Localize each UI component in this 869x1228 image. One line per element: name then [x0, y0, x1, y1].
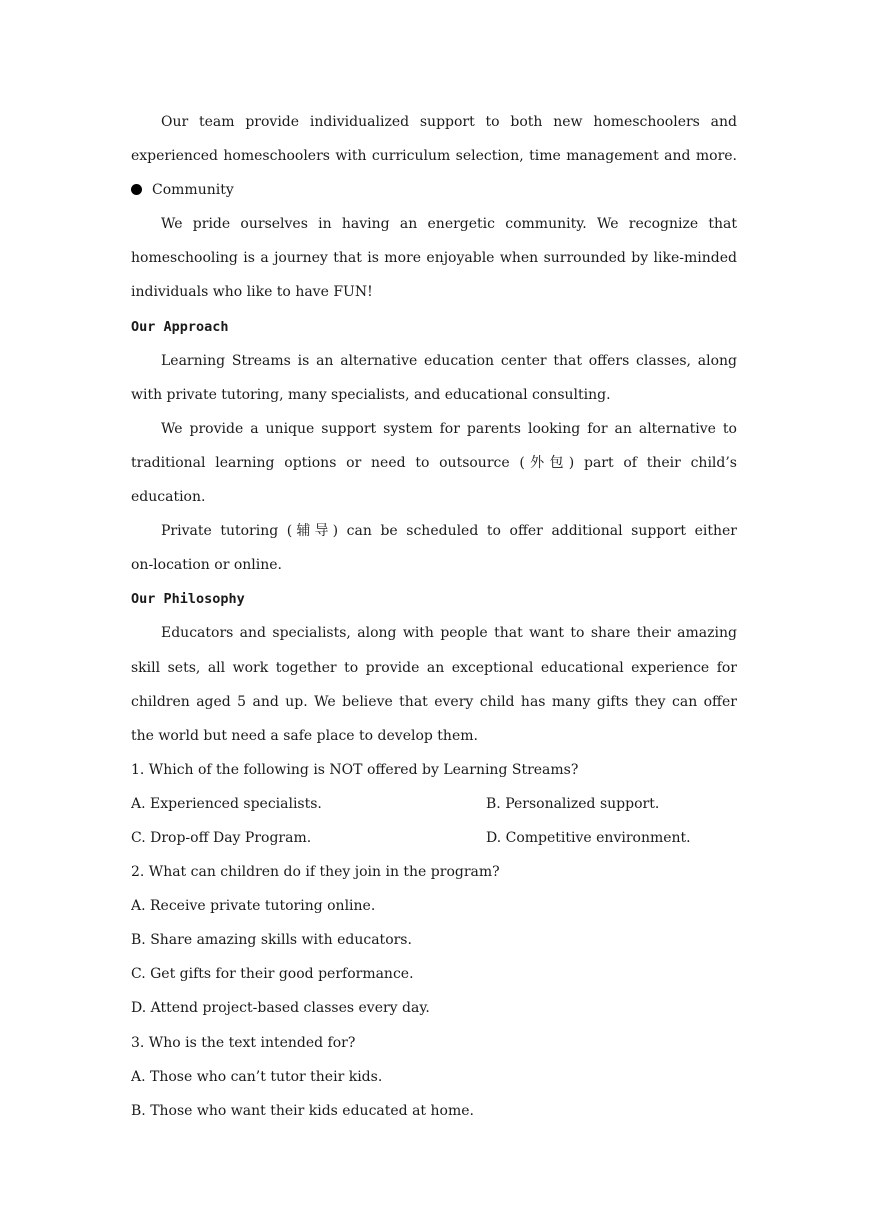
question-2-stem: 2. What can children do if they join in the program? [131, 864, 500, 881]
question-2-option-b: B. Share amazing skills with educators. [131, 932, 412, 949]
approach-p3-line-1: Private tutoring (辅导) can be scheduled to offer additional support either [161, 523, 737, 540]
question-1-options-row-1 [131, 787, 737, 821]
philosophy-line-2: skill sets, all work together to provide an exceptional educational experience for [131, 659, 737, 676]
question-1-stem: 1. Which of the following is NOT offered by Learning Streams? [131, 761, 579, 778]
approach-p2-line-3: education. [131, 489, 206, 506]
question-1-option-a: A. Experienced specialists. [131, 795, 322, 812]
philosophy-line-1: Educators and specialists, along with people that want to share their amazing [161, 625, 737, 642]
approach-p1-line-1: Learning Streams is an alternative education center that offers classes, along [161, 352, 737, 369]
intro-line-1: Our team provide individualized support to both new homeschoolers and [161, 114, 737, 130]
philosophy-line-4: the world but need a safe place to develop them. [131, 727, 478, 744]
bullet-icon [131, 184, 142, 195]
document-page [131, 105, 737, 1128]
community-line-2: homeschooling is a journey that is more enjoyable when surrounded by like-minded [131, 250, 737, 267]
question-2-option-d: D. Attend project-based classes every day. [131, 1000, 430, 1017]
community-line-3: individuals who like to have FUN! [131, 284, 373, 301]
question-1-option-c: C. Drop-off Day Program. [131, 829, 312, 846]
community-bullet [131, 173, 737, 207]
question-3-option-a: A. Those who can’t tutor their kids. [131, 1068, 383, 1085]
philosophy-heading: Our Philosophy [131, 591, 245, 608]
approach-p1-line-2: with private tutoring, many specialists, and educational consulting. [131, 386, 611, 403]
intro-line-2: experienced homeschoolers with curriculum selection, time management and more. [131, 148, 737, 165]
question-2-option-a: A. Receive private tutoring online. [131, 898, 376, 915]
question-1-option-b: B. Personalized support. [486, 795, 660, 812]
question-3-stem: 3. Who is the text intended for? [131, 1034, 356, 1051]
question-1-options-row-2 [131, 821, 737, 855]
philosophy-line-3: children aged 5 and up. We believe that every child has many gifts they can offer [131, 693, 737, 710]
question-1-option-d: D. Competitive environment. [486, 829, 691, 846]
question-3-option-b: B. Those who want their kids educated at home. [131, 1102, 474, 1119]
approach-p2-line-2: traditional learning options or need to outsource (外包) part of their child’s [131, 454, 737, 471]
approach-heading: Our Approach [131, 318, 229, 335]
community-line-1: We pride ourselves in having an energetic community. We recognize that [161, 216, 737, 233]
approach-p2-line-1: We provide a unique support system for parents looking for an alternative to [161, 420, 737, 437]
question-2-option-c: C. Get gifts for their good performance. [131, 966, 414, 983]
approach-p3-line-2: on-location or online. [131, 557, 282, 574]
community-label: Community [152, 182, 234, 199]
